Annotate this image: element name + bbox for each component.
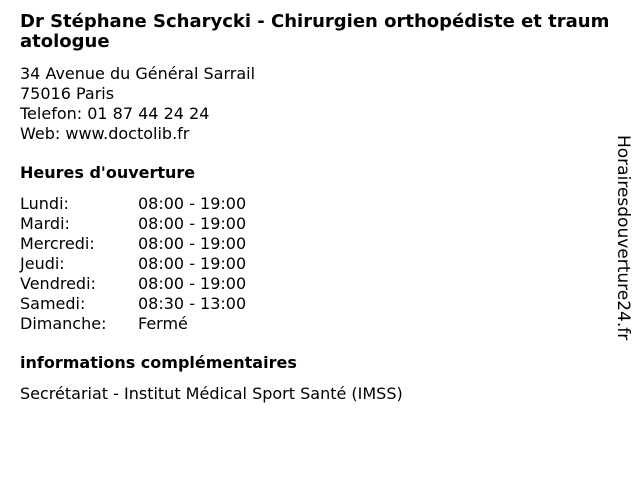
city: 75016 Paris [20,84,115,103]
site-watermark: Horairesdouverture24.fr [613,135,633,341]
business-title: Dr Stéphane Scharycki - Chirurgien orthopédiste et traumatologue [20,11,610,52]
day-hours: 08:30 - 13:00 [138,294,247,313]
day-hours: 08:00 - 19:00 [138,234,247,253]
phone-number[interactable]: Telefon: 01 87 44 24 24 [20,104,210,123]
day-hours: 08:00 - 19:00 [138,274,247,293]
day-label: Samedi: [20,294,86,313]
day-label: Dimanche: [20,314,107,333]
address-block [20,64,255,144]
street-address: 34 Avenue du Général Sarrail [20,64,256,83]
day-label: Mardi: [20,214,70,233]
day-hours: 08:00 - 19:00 [138,194,247,213]
hours-row-saturday [20,294,246,314]
hours-row-sunday [20,314,246,334]
day-hours: Fermé [138,314,188,333]
opening-hours-heading: Heures d'ouverture [20,163,196,182]
hours-row-wednesday [20,234,246,254]
day-label: Vendredi: [20,274,96,293]
additional-info-text: Secrétariat - Institut Médical Sport Santé (IMSS) [20,384,403,403]
day-label: Jeudi: [20,254,65,273]
hours-row-tuesday [20,214,246,234]
day-label: Lundi: [20,194,69,213]
hours-row-thursday [20,254,246,274]
hours-row-monday [20,194,246,214]
day-hours: 08:00 - 19:00 [138,214,247,233]
additional-info-heading: informations complémentaires [20,353,297,372]
day-hours: 08:00 - 19:00 [138,254,247,273]
hours-row-friday [20,274,246,294]
opening-hours-table [20,194,246,334]
day-label: Mercredi: [20,234,95,253]
website-link[interactable]: Web: www.doctolib.fr [20,124,190,143]
